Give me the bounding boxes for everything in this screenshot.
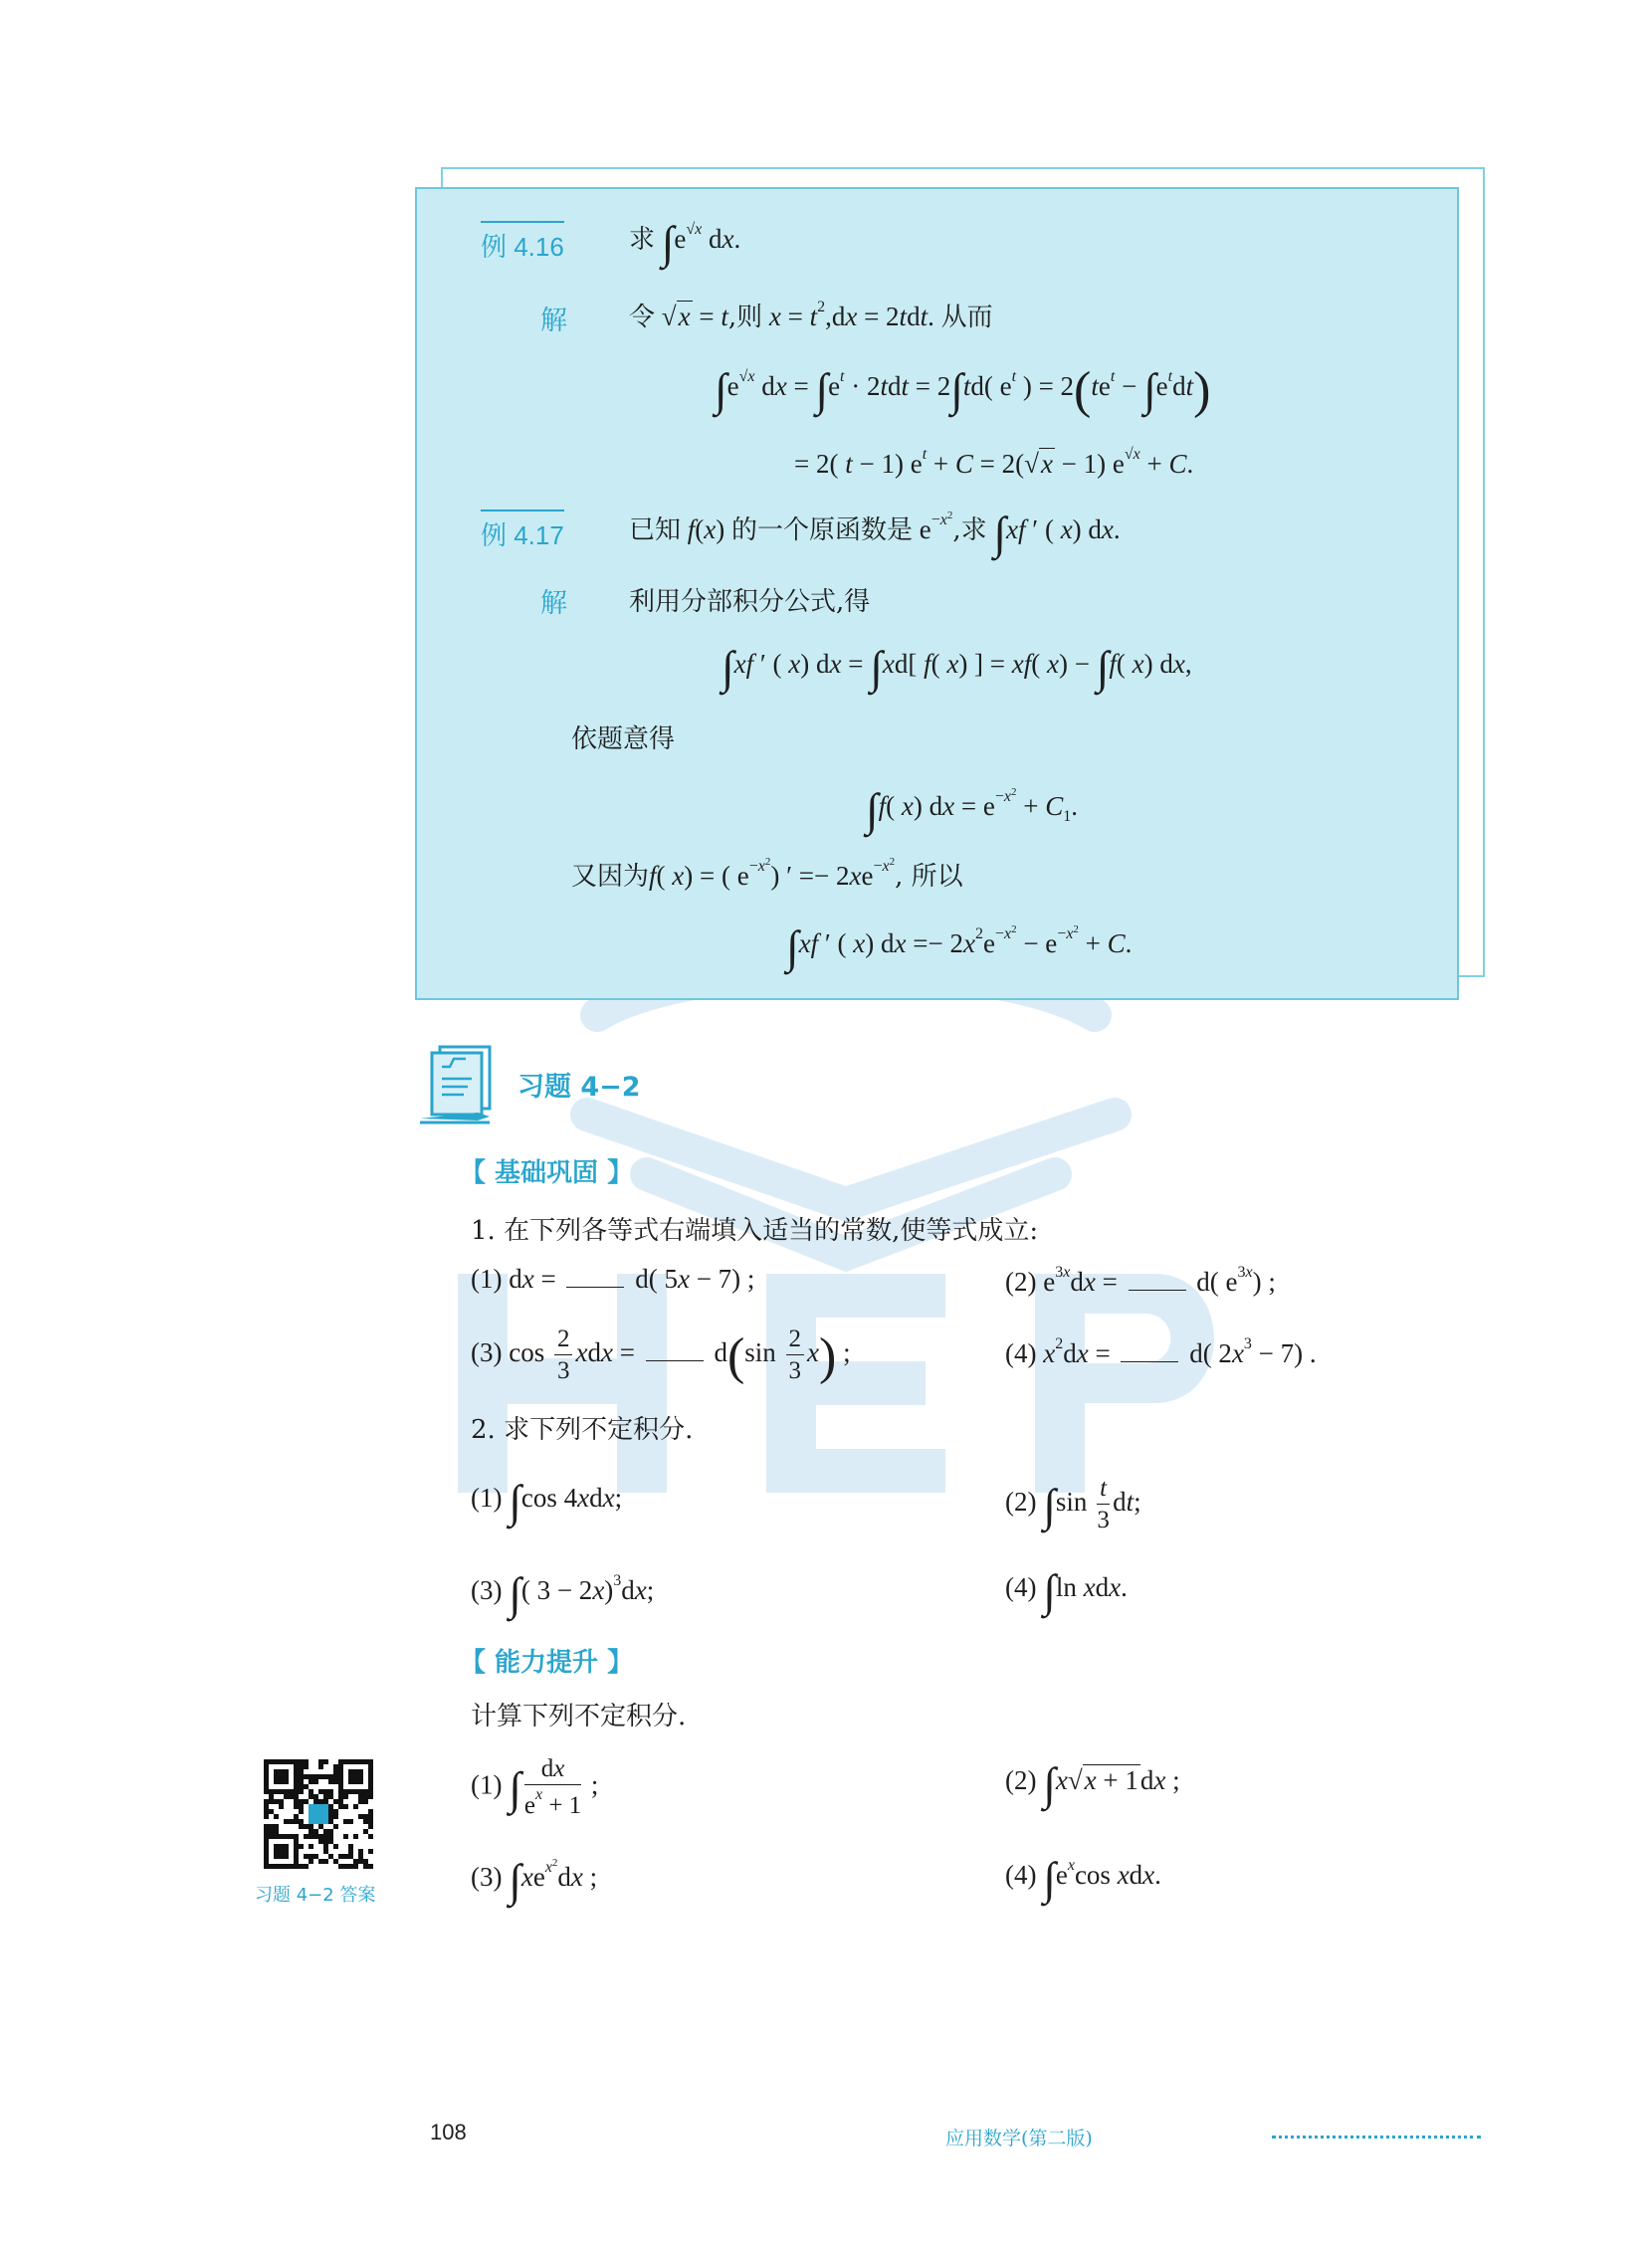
equation-4-17-a: ∫xf ′ ( x) dx = ∫xd[ f( x) ] = xf( x) − ∫f( x) dx,: [722, 642, 1192, 693]
book-title: 应用数学(第二版): [945, 2128, 1093, 2149]
q3-item-2: (2) ∫x√x + 1dx ;: [1005, 1758, 1180, 1809]
solution-label: 解: [540, 306, 567, 336]
q2-item-1: (1) ∫cos 4xdx;: [471, 1476, 623, 1527]
exercise-book-icon: [418, 1045, 502, 1126]
question-1: 1. 在下列各等式右端填入适当的常数,使等式成立:: [471, 1216, 1039, 1246]
equation-4-17-b: ∫f( x) dx = $e^{-x^2} + C_1$.: [866, 784, 1078, 835]
exercise-title: 习题 4−2: [517, 1072, 641, 1103]
by-text: 依题意得: [571, 724, 676, 754]
q2-item-2: (2) ∫sin $\frac{t}{3}$ dt;: [1005, 1475, 1141, 1534]
question-3: 计算下列不定积分.: [471, 1702, 687, 1732]
section-basic: 【 基础巩固 】: [460, 1158, 634, 1188]
q3-item-1: (1) ∫ $\frac{dx}{e^x + 1}$ ;: [471, 1755, 599, 1820]
example-question-4-17: 已知 f(x) 的一个原函数是 $e^{-x^2}$,求 ∫xf ′ ( x) dx.: [629, 508, 1121, 558]
section-advanced: 【 能力提升 】: [460, 1648, 634, 1678]
footer-dotted-rule: [1272, 2136, 1481, 2139]
solution-intro-4-17: 利用分部积分公式,得: [629, 587, 871, 617]
equation-4-17-c: ∫xf ′ ( x) dx =− $2x^2e^{-x^2} - e^{-x^2} + C$.: [786, 921, 1133, 972]
q2-item-4: (4) ∫ln xdx.: [1005, 1565, 1128, 1616]
q3-item-3: (3) $\int xe^{x^2}dx$ ;: [471, 1855, 598, 1906]
example-label-4-16: 例 4.16: [481, 221, 564, 264]
q3-item-4: (4) $\int e^x\cos$ xdx.: [1005, 1853, 1161, 1904]
equation-4-16-a: $\int e^{√x}$ dx = $\int e^t \cdot 2tdt = 2\int td$( $e^t$ ) = $2(te^t - \int e^tdt)$: [715, 362, 1211, 419]
solution-label-2: 解: [540, 588, 567, 619]
qr-caption: 习题 4−2 答案: [255, 1885, 376, 1906]
q2-item-3: (3) ∫( 3 − 2x)$^3$dx;: [471, 1568, 655, 1619]
page-number: 108: [430, 2120, 467, 2144]
q1-item-4: (4) $x^2dx = d$( $2x^3 - 7$) .: [1005, 1335, 1317, 1368]
equation-4-16-b: = 2( t − 1) $e^t + C = 2(√x - 1) e^{√x} + C$.: [794, 446, 1194, 479]
question-prefix: 求: [629, 225, 656, 255]
because-line: 又因为f( x) = ( $e^{-x^2}$) ′ =− $2xe^{-x^2}$, 所以: [571, 856, 963, 892]
q1-item-2: (2) $e^{3x}dx = d$( $e^{3x}$) ;: [1005, 1264, 1276, 1297]
question-2: 2. 求下列不定积分.: [471, 1415, 694, 1445]
q1-item-3: (3) cos $\frac{2}{3}$ xdx = d(sin $\frac{2}{3}$ x) ;: [471, 1325, 851, 1385]
example-question-4-16: 求 $\int e^{√x}$ dx.: [629, 217, 741, 268]
solution-line-1: 令 √x = t,则 $x = t^2,dx = 2tdt$. 从而: [629, 299, 993, 332]
qr-code[interactable]: [264, 1759, 373, 1869]
example-label-4-17: 例 4.17: [481, 509, 564, 552]
q1-item-1: (1) dx = d( 5x − 7) ;: [471, 1264, 755, 1294]
